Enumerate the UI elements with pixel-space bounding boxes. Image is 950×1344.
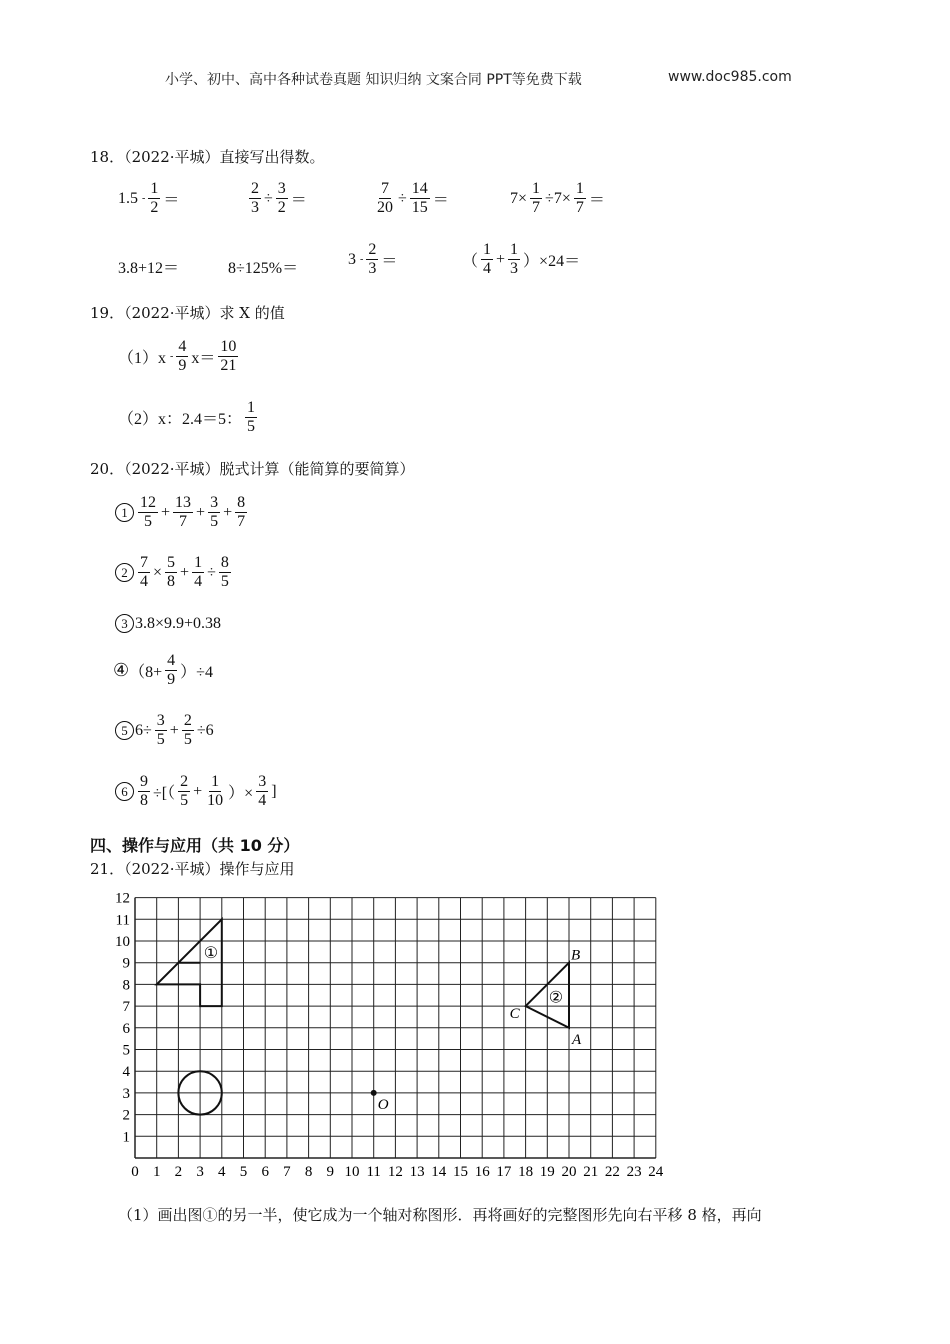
q21-part1-text: （1）画出图①的另一半，使它成为一个轴对称图形．再将画好的完整图形先向右平移 8 格，再向 [118, 1206, 762, 1224]
q18-item2: $\frac{2}{3}$ ÷ $\frac{3}{2}$ ＝ [251, 180, 307, 217]
x-tick-label: 19 [539, 1164, 555, 1180]
x-tick-label: 23 [626, 1164, 642, 1180]
x-tick-label: 11 [366, 1164, 381, 1180]
y-tick-label: 2 [122, 1107, 130, 1124]
point-O [371, 1090, 377, 1096]
q18-title: 18．（2022·平城）直接写出得数。 [90, 148, 325, 166]
x-tick-label: 20 [561, 1164, 577, 1180]
y-tick-label: 10 [115, 934, 130, 950]
y-tick-label: 9 [122, 955, 130, 972]
x-tick-label: 1 [152, 1164, 161, 1180]
x-tick-label: 13 [409, 1164, 425, 1180]
q20-expr3: 3 3.8×9.9+0.38 [115, 614, 221, 633]
x-tick-label: 22 [604, 1164, 620, 1180]
shape-2-label-text: ② [548, 989, 564, 1007]
q20-expr6: 6 $\frac{9}{8}$ ÷[（ $\frac{2}{5}$ + $\frac{1}{10}$ ）× $\frac{3}{4}$ ] [115, 773, 277, 811]
x-tick-label: 24 [648, 1164, 664, 1180]
x-tick-label: 8 [304, 1164, 313, 1180]
shape-1-label-text: ① [203, 944, 219, 962]
x-tick-label: 4 [218, 1164, 226, 1180]
q20-expr5: 5 6÷ $\frac{3}{5}$ + $\frac{2}{5}$ ÷6 [115, 712, 214, 750]
y-tick-label: 8 [122, 977, 130, 994]
q19-part2: （2）x：2.4＝5： $\frac{1}{5}$ [118, 399, 256, 436]
y-tick-label: 11 [115, 912, 130, 929]
vertex-C-label: C [509, 1006, 520, 1023]
q18-item8: （ $\frac{1}{4}$ + $\frac{1}{3}$ ）×24＝ [462, 241, 581, 278]
point-O-label: O [377, 1096, 389, 1113]
header-text: 小学、初中、高中各种试卷真题 知识归纳 文案合同 PPT等免费下载 [165, 72, 582, 88]
q20-expr2: 2 $\frac{7}{4}$ × $\frac{5}{8}$ + $\frac{1}{4}$ ÷ $\frac{8}{5}$ [115, 554, 234, 592]
q18-item5: 3.8+12＝ [118, 260, 180, 277]
grid-lines [135, 898, 656, 1158]
x-tick-label: 17 [496, 1164, 512, 1180]
y-tick-label: 12 [115, 890, 130, 907]
vertex-A-label: A [572, 1031, 582, 1048]
y-tick-label: 3 [122, 1085, 130, 1102]
y-tick-label: 6 [122, 1020, 130, 1037]
q18-item4: 7× $\frac{1}{7}$ ÷7× $\frac{1}{7}$ ＝ [510, 180, 605, 217]
x-tick-label: 15 [453, 1164, 468, 1180]
x-tick-label: 18 [518, 1164, 534, 1180]
x-tick-label: 9 [326, 1164, 335, 1180]
x-tick-label: 6 [261, 1164, 269, 1180]
y-tick-label: 1 [122, 1129, 130, 1146]
x-tick-label: 21 [583, 1164, 599, 1180]
section4-title: 四、操作与应用（共 10 分） [90, 836, 300, 855]
y-tick-label: 5 [122, 1042, 130, 1059]
q18-item1: 1.5 - $\frac{1}{2}$ ＝ [118, 180, 180, 217]
y-axis-labels [115, 891, 131, 1146]
q18-item3: $\frac{7}{20}$ ÷ $\frac{14}{15}$ ＝ [377, 180, 449, 217]
x-tick-label: 3 [196, 1164, 204, 1180]
q18-item6: 8÷125%＝ [228, 260, 299, 277]
shape-1-label [204, 945, 218, 962]
x-tick-label: 10 [344, 1164, 360, 1180]
y-tick-label: 7 [122, 999, 130, 1016]
q20-title: 20．（2022·平城）脱式计算（能简算的要简算） [90, 460, 415, 478]
x-tick-label: 12 [387, 1164, 403, 1180]
y-tick-label: 4 [122, 1064, 130, 1081]
q18-item7: 3 - $\frac{2}{3}$ ＝ [348, 241, 398, 278]
q20-expr4: ④ （8+ $\frac{4}{9}$ ）÷4 [113, 652, 213, 689]
header-site-link[interactable]: www.doc985.com [668, 69, 792, 85]
q21-grid-figure [0, 880, 950, 1190]
x-tick-label: 5 [239, 1164, 248, 1180]
vertex-B-label: B [571, 947, 581, 964]
x-axis-labels [131, 1164, 664, 1180]
x-tick-label: 0 [131, 1164, 139, 1180]
q19-part1: （1）x - $\frac{4}{9}$ x＝ $\frac{10}{21}$ [118, 338, 237, 375]
q19-title: 19．（2022·平城）求 X 的值 [90, 304, 285, 322]
x-tick-label: 7 [283, 1164, 291, 1180]
q20-expr1: 1 $\frac{12}{5}$ + $\frac{13}{7}$ + $\frac{3}{5}$ + $\frac{8}{7}$ [115, 494, 250, 532]
shape-2-label [549, 989, 563, 1006]
q21-title: 21．（2022·平城）操作与应用 [90, 860, 295, 878]
x-tick-label: 14 [431, 1164, 447, 1180]
x-tick-label: 16 [474, 1164, 490, 1180]
x-tick-label: 2 [174, 1164, 183, 1180]
